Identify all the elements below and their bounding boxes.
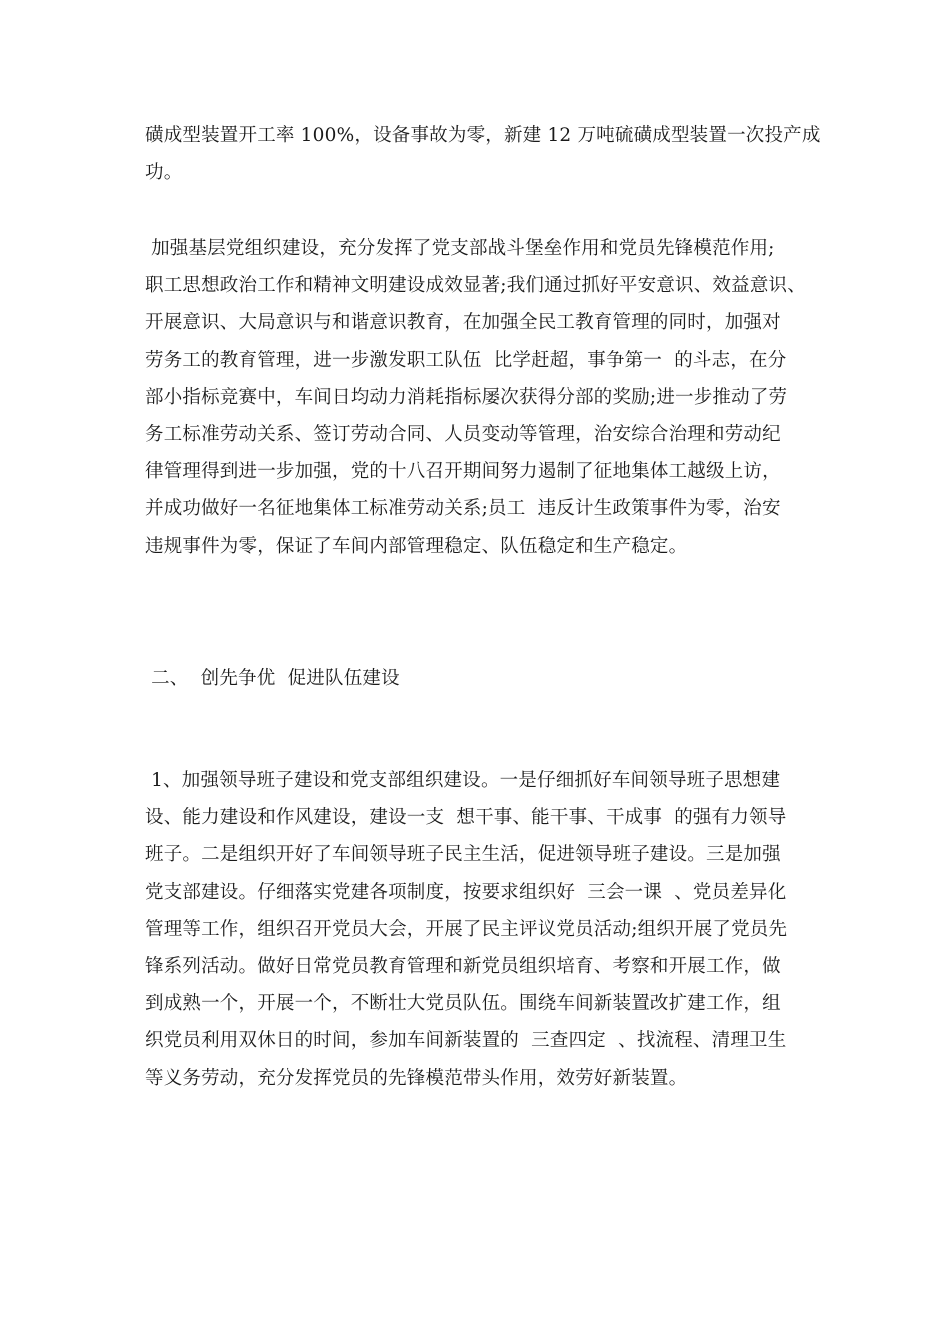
paragraph-production-summary: [145, 117, 821, 191]
text-line: 到成熟一个，开展一个，不断壮大党员队伍。围绕车间新装置改扩建工作，组: [145, 993, 781, 1015]
text-line: 设、能力建设和作风建设，建设一支 想干事、能干事、干成事 的强有力领导: [145, 807, 787, 829]
text-line: 开展意识、大局意识与和谐意识教育，在加强全民工教育管理的同时，加强对: [145, 312, 781, 334]
paragraph-leadership-building: [145, 762, 787, 1097]
text-line: 1、加强领导班子建设和党支部组织建设。一是仔细抓好车间领导班子思想建: [145, 770, 781, 791]
text-line: 等义务劳动，充分发挥党员的先锋模范带头作用，效劳好新装置。: [145, 1067, 688, 1089]
text-line: 劳务工的教育管理，进一步激发职工队伍 比学赶超，事争第一 的斗志，在分: [145, 349, 787, 371]
text-line: 织党员利用双休日的时间，参加车间新装置的 三查四定 、找流程、清理卫生: [145, 1030, 787, 1052]
text-line: 党支部建设。仔细落实党建各项制度，按要求组织好 三会一课 、党员差异化: [145, 881, 787, 903]
text-line: 违规事件为零，保证了车间内部管理稳定、队伍稳定和生产稳定。: [145, 535, 688, 557]
text-line: 功。: [145, 162, 183, 184]
text-line: 管理等工作，组织召开党员大会，开展了民主评议党员活动;组织开展了党员先: [145, 918, 788, 940]
text-line: 职工思想政治工作和精神文明建设成效显著;我们通过抓好平安意识、效益意识、: [145, 275, 806, 297]
text-line: 律管理得到进一步加强，党的十八召开期间努力遏制了征地集体工越级上访，: [145, 461, 781, 483]
text-line: 班子。二是组织开好了车间领导班子民主生活，促进领导班子建设。三是加强: [145, 844, 781, 866]
heading-line: 二、 创先争优 促进队伍建设: [145, 668, 400, 689]
text-line: 务工标准劳动关系、签订劳动合同、人员变动等管理，治安综合治理和劳动纪: [145, 423, 781, 445]
section-heading: [145, 660, 400, 697]
paragraph-party-organization: [145, 230, 806, 565]
text-line: 锋系列活动。做好日常党员教育管理和新党员组织培育、考察和开展工作，做: [145, 955, 781, 977]
text-line: 加强基层党组织建设，充分发挥了党支部战斗堡垒作用和党员先锋模范作用;: [145, 238, 775, 259]
text-line: 磺成型装置开工率 100%，设备事故为零，新建 12 万吨硫磺成型装置一次投产成: [145, 125, 821, 146]
text-line: 并成功做好一名征地集体工标准劳动关系;员工 违反计生政策事件为零，治安: [145, 498, 781, 520]
text-line: 部小指标竞赛中，车间日均动力消耗指标屡次获得分部的奖励;进一步推动了劳: [145, 386, 788, 408]
